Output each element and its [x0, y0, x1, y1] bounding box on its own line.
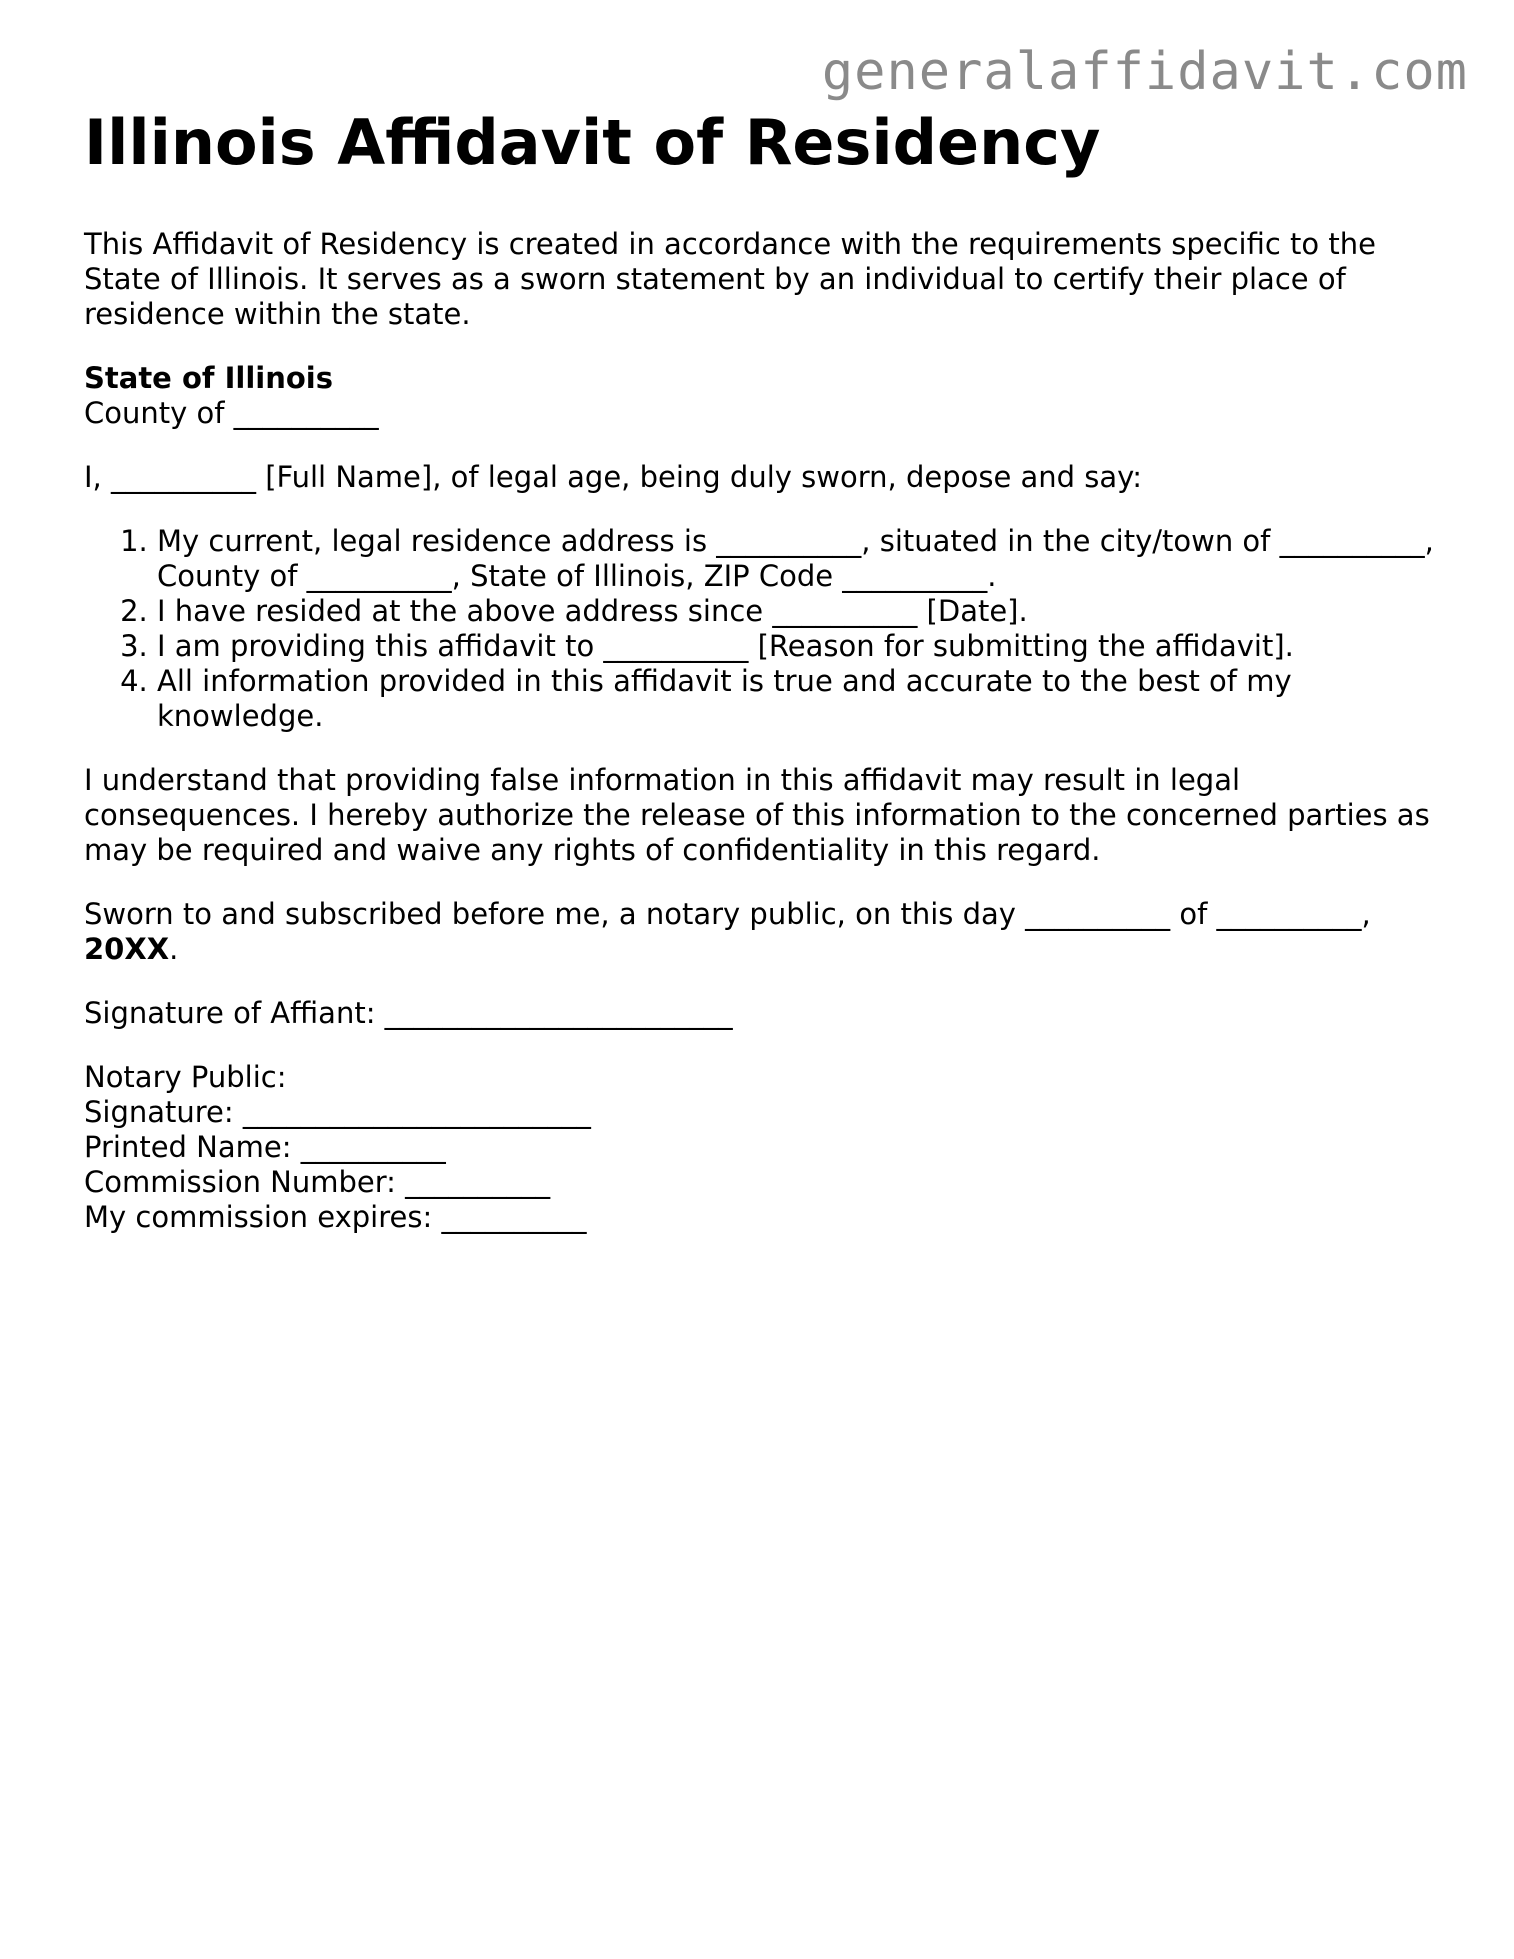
sworn-text: Sworn to and subscribed before me, a notary public, on this day __________ of __________,: [84, 897, 1371, 931]
statement-item: 1. My current, legal residence address is __________, situated in the city/town of __________, County of __________, State of Illinois, ZIP Code __________.: [157, 524, 1434, 594]
acknowledgment-paragraph: I understand that providing false information in this affidavit may result in legal consequences. I hereby authorize the release of this information to the concerned parties as may be required and waive any rights of confidentiality in this regard.: [84, 763, 1430, 867]
venue-block: [84, 361, 1434, 431]
notary-heading: Notary Public:: [84, 1060, 287, 1094]
notary-commission-expires-line: My commission expires: __________: [84, 1200, 587, 1234]
statements-list: [84, 524, 1434, 734]
statement-item: 3. I am providing this affidavit to __________ [Reason for submitting the affidavit].: [157, 629, 1434, 664]
notary-signature-line: Signature: ________________________: [84, 1095, 591, 1129]
notary-printed-name-line: Printed Name: __________: [84, 1130, 446, 1164]
intro-paragraph: This Affidavit of Residency is created in accordance with the requirements specific to the State of Illinois. It serves as a sworn statement by an individual to certify their place of residence within the state.: [84, 227, 1376, 331]
notary-commission-number-line: Commission Number: __________: [84, 1165, 551, 1199]
venue-state: State of Illinois: [84, 361, 333, 395]
sworn-paragraph: [84, 897, 1434, 967]
venue-county: County of __________: [84, 396, 379, 430]
affiant-signature-line: Signature of Affiant: ________________________: [84, 996, 733, 1030]
document-title: Illinois Affidavit of Residency: [84, 106, 1101, 179]
declaration-paragraph: I, __________ [Full Name], of legal age, being duly sworn, depose and say:: [84, 460, 1143, 494]
sworn-year: 20XX: [84, 932, 170, 966]
watermark: generalaffidavit.com: [821, 42, 1468, 102]
sworn-end: .: [169, 932, 179, 966]
statement-item: 2. I have resided at the above address since __________ [Date].: [157, 594, 1434, 629]
document-body: [84, 105, 1434, 1264]
notary-block: [84, 1060, 1434, 1235]
statement-item: 4. All information provided in this affidavit is true and accurate to the best of my knowledge.: [157, 664, 1434, 734]
